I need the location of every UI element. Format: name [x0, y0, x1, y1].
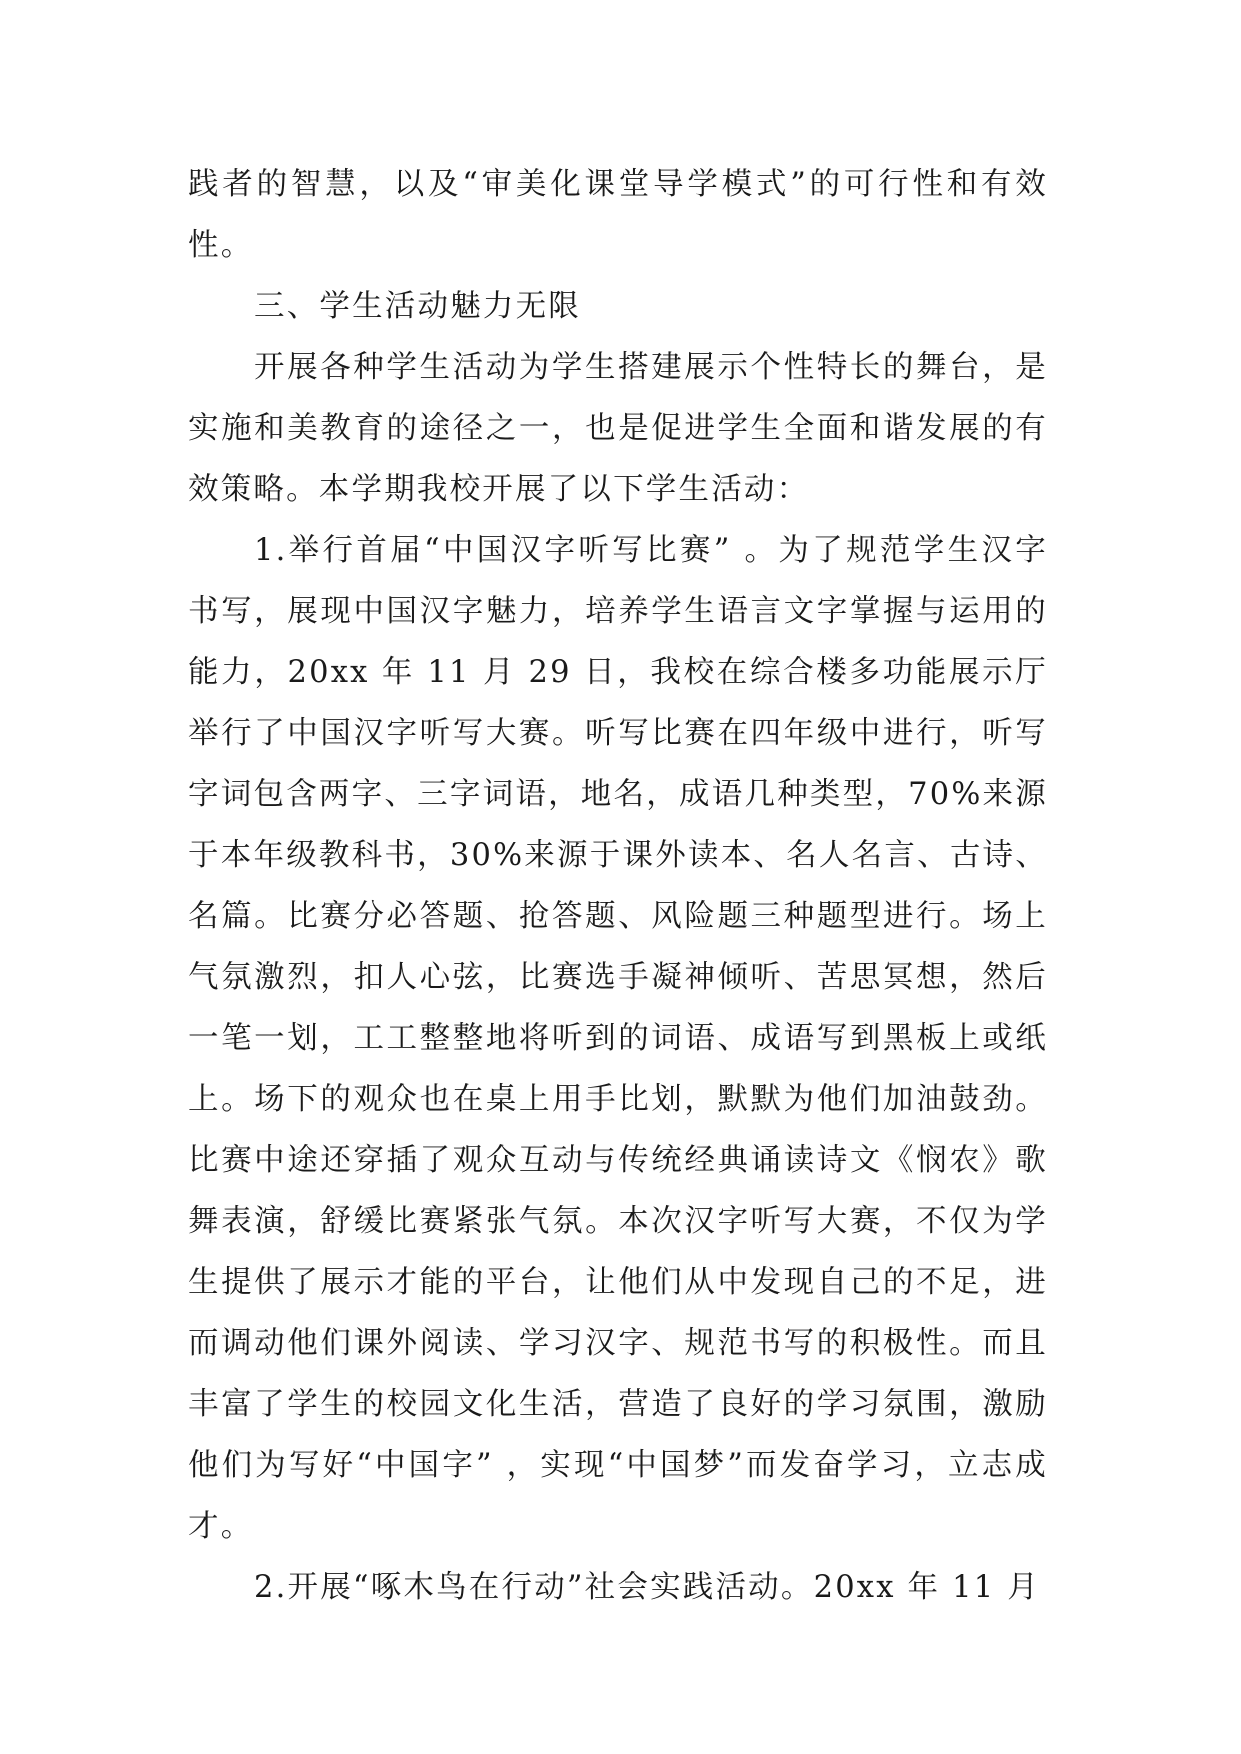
document-body: [188, 154, 1048, 1618]
paragraph-item-2: 2.开展“啄木鸟在行动”社会实践活动。20xx 年 11 月: [254, 1570, 1040, 1605]
section-heading: 三、学生活动魅力无限: [254, 289, 581, 324]
paragraph-section-intro: 开展各种学生活动为学生搭建展示个性特长的舞台，是实施和美教育的途径之一，也是促进学生全面和谐发展的有效策略。本学期我校开展了以下学生活动：: [188, 350, 1048, 507]
paragraph-item-1: 1.举行首届“中国汉字听写比赛” 。为了规范学生汉字书写，展现中国汉字魅力，培养学生语言文字掌握与运用的能力，20xx 年 11 月 29 日，我校在综合楼多功能展示厅举行了中国汉字听写大赛。听写比赛在四年级中进行，听写字词包含两字、三字词语，地名，成语几种类型，70%来源于本年级教科书，30%来源于课外读本、名人名言、古诗、名篇。比赛分必答题、抢答题、风险题三种题型进行。场上气氛激烈，扣人心弦，比赛选手凝神倾听、苦思冥想，然后一笔一划，工工整整地将听到的词语、成语写到黑板上或纸上。场下的观众也在桌上用手比划，默默为他们加油鼓劲。比赛中途还穿插了观众互动与传统经典诵读诗文《悯农》歌舞表演，舒缓比赛紧张气氛。本次汉字听写大赛，不仅为学生提供了展示才能的平台，让他们从中发现自己的不足，进而调动他们课外阅读、学习汉字、规范书写的积极性。而且丰富了学生的校园文化生活，营造了良好的学习氛围，激励他们为写好“中国字” ，实现“中国梦”而发奋学习，立志成才。: [188, 533, 1048, 1544]
paragraph-intro-continuation: 践者的智慧，以及“审美化课堂导学模式”的可行性和有效性。: [188, 167, 1048, 263]
